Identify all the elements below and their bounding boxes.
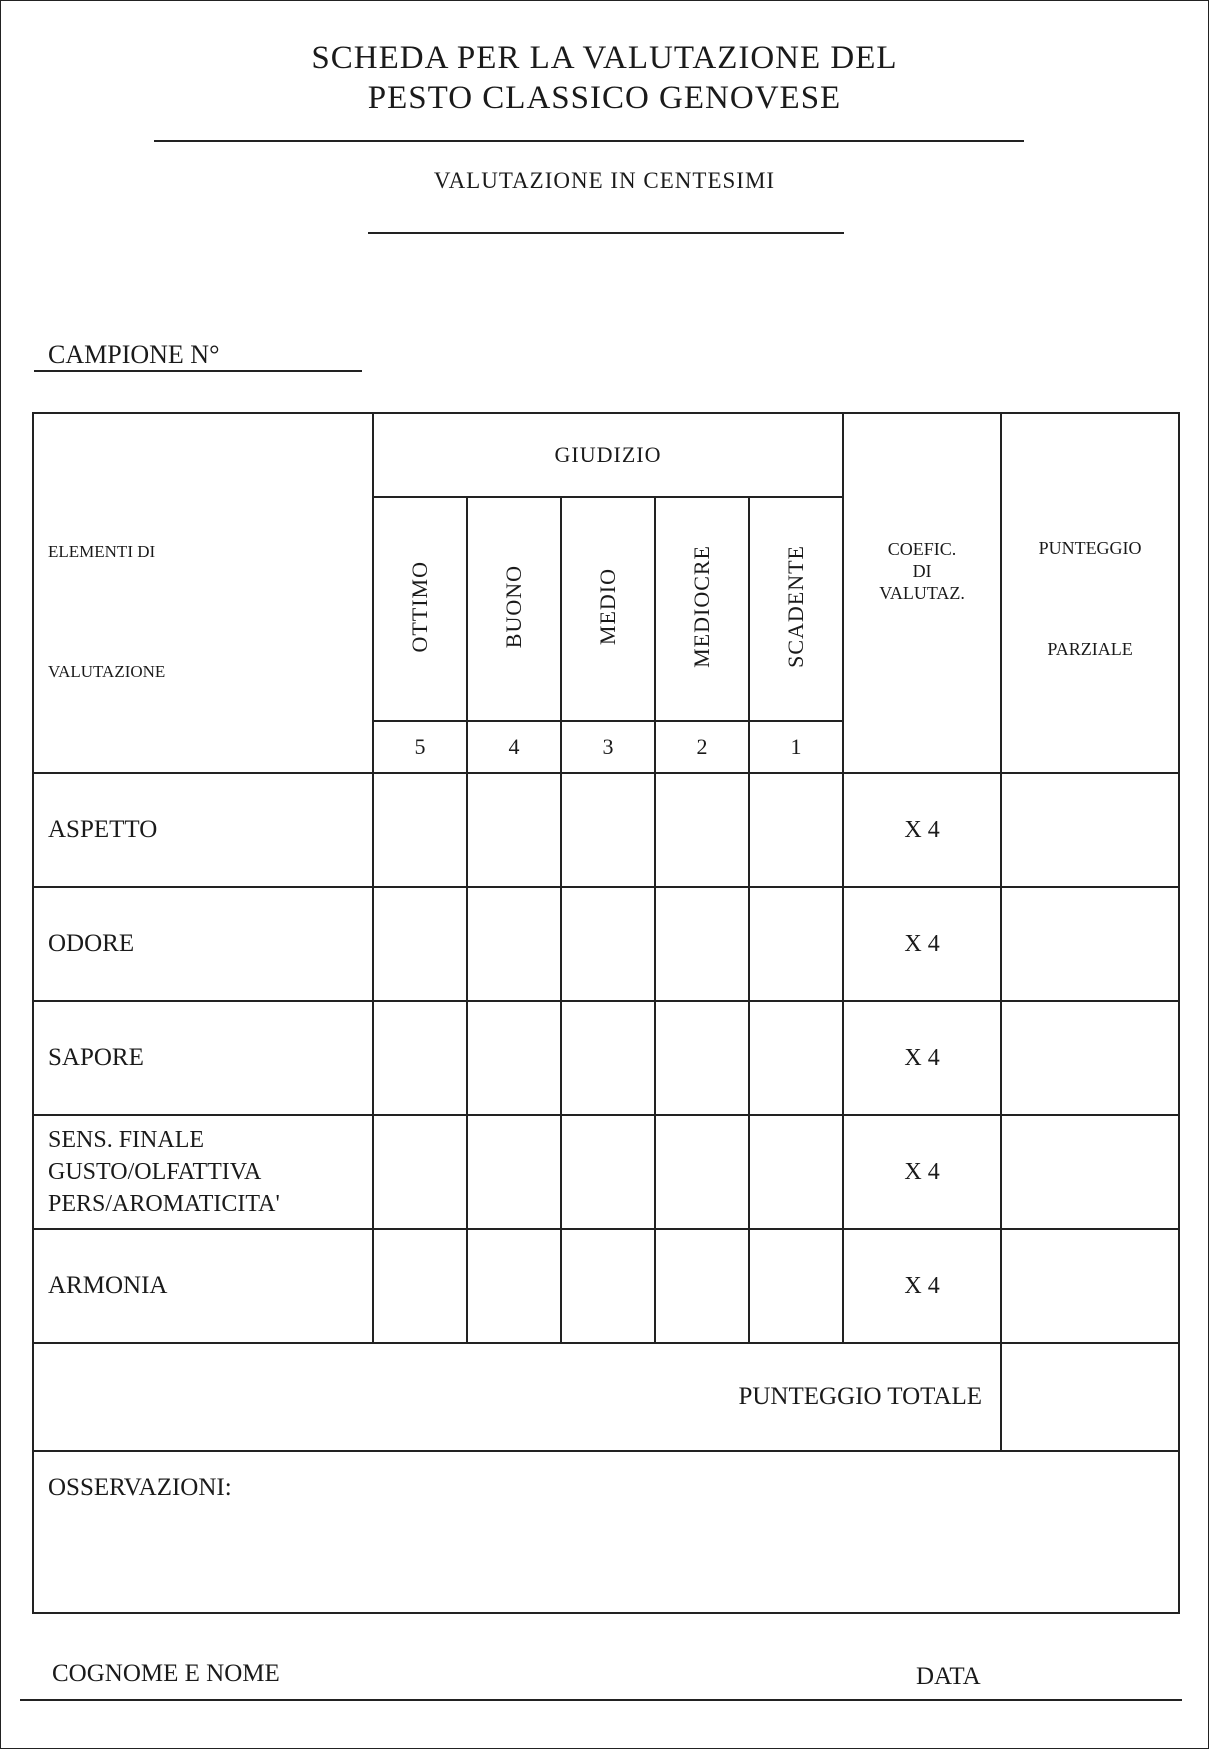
cell-aspetto-5[interactable] [373,773,467,887]
cell-aspetto-3[interactable] [561,773,655,887]
elements-header-line-1: ELEMENTI DI [48,542,156,561]
coef-odore: X 4 [843,887,1001,1001]
cell-sens-4[interactable] [467,1115,561,1229]
judgment-ottimo: OTTIMO [373,497,467,721]
partial-score-header [1001,413,1179,773]
table-row [33,1001,1179,1115]
cell-sapore-4[interactable] [467,1001,561,1115]
partial-sapore[interactable] [1001,1001,1179,1115]
cell-sens-5[interactable] [373,1115,467,1229]
campione-field[interactable] [34,370,362,372]
coef-header [843,413,1001,773]
cell-armonia-2[interactable] [655,1229,749,1343]
coef-armonia: X 4 [843,1229,1001,1343]
judgment-buono: BUONO [467,497,561,721]
coef-sens: X 4 [843,1115,1001,1229]
observations-field[interactable] [33,1451,1179,1613]
table-row [33,773,1179,887]
title-line-1: SCHEDA PER LA VALUTAZIONE DEL [311,40,898,76]
coef-header-line-1: COEFIC. [887,539,957,559]
cell-odore-4[interactable] [467,887,561,1001]
row-label-sapore: SAPORE [33,1001,373,1115]
partial-armonia[interactable] [1001,1229,1179,1343]
cell-odore-5[interactable] [373,887,467,1001]
cell-armonia-4[interactable] [467,1229,561,1343]
cell-sens-3[interactable] [561,1115,655,1229]
row-label-line: PERS/AROMATICITA' [48,1191,280,1217]
partial-aspetto[interactable] [1001,773,1179,887]
coef-header-line-2: DI [912,561,932,581]
elements-header [33,413,373,773]
cell-odore-1[interactable] [749,887,843,1001]
giudizio-header: GIUDIZIO [373,413,843,497]
evaluation-table [32,412,1180,1614]
cell-armonia-1[interactable] [749,1229,843,1343]
partial-odore[interactable] [1001,887,1179,1001]
total-score-label: PUNTEGGIO TOTALE [33,1343,1001,1451]
campione-label: CAMPIONE N° [48,340,220,369]
observations-label: OSSERVAZIONI: [48,1474,232,1501]
subtitle: VALUTAZIONE IN CENTESIMI [433,168,776,193]
cell-aspetto-1[interactable] [749,773,843,887]
row-label-line: SENS. FINALE [48,1127,205,1153]
score-3: 3 [561,721,655,773]
cell-aspetto-4[interactable] [467,773,561,887]
score-1: 1 [749,721,843,773]
coef-header-line-3: VALUTAZ. [879,583,965,603]
signature-rule[interactable] [20,1699,1182,1701]
title-line-2: PESTO CLASSICO GENOVESE [367,80,842,116]
title-rule [154,140,1024,142]
table-row [33,1229,1179,1343]
cell-odore-3[interactable] [561,887,655,1001]
table-row [33,887,1179,1001]
cell-aspetto-2[interactable] [655,773,749,887]
cell-armonia-5[interactable] [373,1229,467,1343]
cell-sapore-3[interactable] [561,1001,655,1115]
score-5: 5 [373,721,467,773]
judgment-mediocre: MEDIOCRE [655,497,749,721]
partial-sens[interactable] [1001,1115,1179,1229]
coef-aspetto: X 4 [843,773,1001,887]
table-row [33,1115,1179,1229]
name-label: COGNOME E NOME [52,1660,280,1687]
coef-sapore: X 4 [843,1001,1001,1115]
score-2: 2 [655,721,749,773]
cell-sapore-1[interactable] [749,1001,843,1115]
row-label-armonia: ARMONIA [33,1229,373,1343]
cell-sapore-5[interactable] [373,1001,467,1115]
total-score-cell[interactable] [1001,1343,1179,1451]
partial-header-line-2: PARZIALE [1047,639,1133,659]
judgment-medio: MEDIO [561,497,655,721]
elements-header-line-2: VALUTAZIONE [48,662,166,681]
row-label-sens-finale [33,1115,373,1229]
score-4: 4 [467,721,561,773]
cell-armonia-3[interactable] [561,1229,655,1343]
cell-sens-1[interactable] [749,1115,843,1229]
cell-sapore-2[interactable] [655,1001,749,1115]
subtitle-rule [368,232,844,234]
cell-odore-2[interactable] [655,887,749,1001]
partial-header-line-1: PUNTEGGIO [1038,538,1142,558]
row-label-aspetto: ASPETTO [33,773,373,887]
cell-sens-2[interactable] [655,1115,749,1229]
row-label-odore: ODORE [33,887,373,1001]
date-label: DATA [916,1663,981,1690]
judgment-scadente: SCADENTE [749,497,843,721]
form-title [0,38,1209,118]
row-label-line: GUSTO/OLFATTIVA [48,1159,262,1185]
